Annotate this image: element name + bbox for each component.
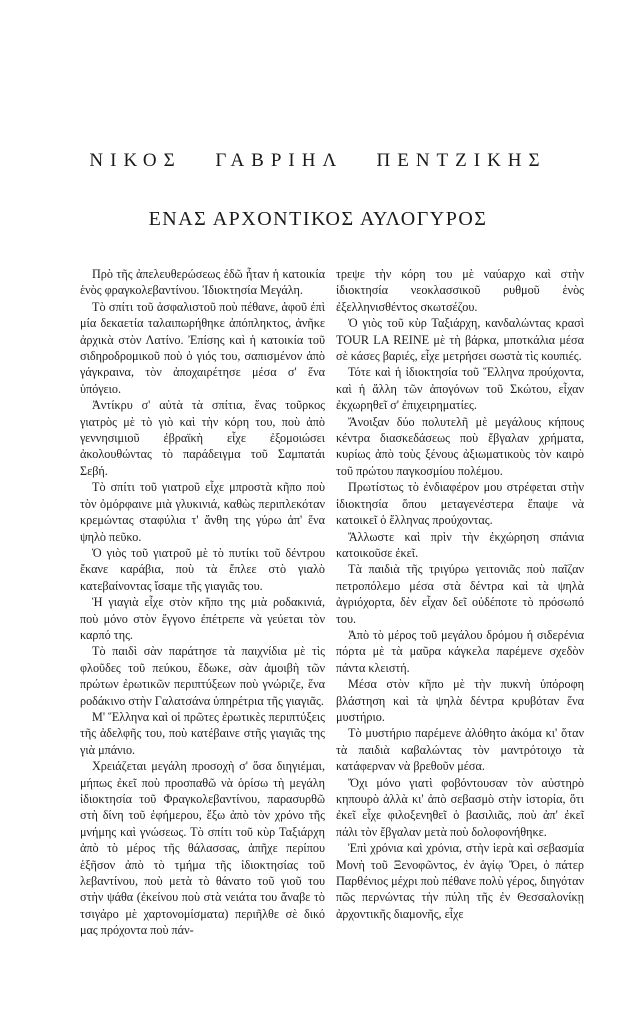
paragraph: Τὰ παιδιὰ τῆς τριγύρω γειτονιᾶς ποὺ παῖζαν πετροπόλεμο μέσα στὰ δέντρα καὶ τὰ ψηλὰ ἀγριόχορτα, δὲν εἶχαν δεῖ οὐδέποτε τὸ πρόσωπό του. [336, 562, 584, 626]
paragraph: Μ' Ἕλληνα καὶ οἱ πρῶτες ἐρωτικὲς περιπτύξεις τῆς ἀδελφῆς του, ποὺ κατέβαινε στῆς γιαγιᾶς της γιὰ μπάνιο. [80, 709, 325, 757]
paragraph: Ἄνοιξαν δύο πολυτελῆ μὲ μεγάλους κήπους κέντρα διασκεδάσεως ποὺ ἔβγαλαν χρήματα, κυρίως ἀπὸ τοὺς ξένους ἀξιωματικοὺς τὸν καιρὸ τοῦ πρώτου παγκοσμίου πολέμου. [336, 414, 584, 478]
paragraph: Τὸ μυστήριο παρέμενε ἀλόθητο ἀκόμα κι' ὅταν τὰ παιδιὰ καβαλώντας τὸν μαντρότοιχο τὰ κατάφερναν νὰ βρεθοῦν μέσα. [336, 726, 584, 774]
paragraph: Ὁ γιὸς τοῦ κὺρ Ταξιάρχη, κανδαλώντας κρασὶ TOUR LA REINE μὲ τὴ βάρκα, μποτκάλια μέσα σὲ κάσες βαριές, εἶχε μετρήσει σωστὰ τὶς κουπιές. [336, 316, 584, 364]
article-title: ΕΝΑΣ ΑΡΧΟΝΤΙΚΟΣ ΑΥΛΟΓΥΡΟΣ [148, 208, 488, 230]
paragraph: τρεψε τὴν κόρη του μὲ ναύαρχο καὶ στὴν ἰδιοκτησία νεοκλασσικοῦ ρυθμοῦ ἑνὸς ἐξελληνισθέντος σκωτσέζου. [336, 267, 584, 314]
paragraph: Πρωτίστως τὸ ἐνδιαφέρον μου στρέφεται στὴν ἰδιοκτησία ὅπου μεταγενέστερα ἔπαψε νὰ κατοικεῖ ὁ ἕλληνας προύχοντας. [336, 480, 584, 528]
author-name: ΝΙΚΟΣ ΓΑΒΡΙΗΛ ΠΕΝΤΖΙΚΗΣ [89, 150, 547, 171]
paragraph: Τὸ σπίτι τοῦ ἀσφαλιστοῦ ποὺ πέθανε, ἀφοῦ ἐπὶ μία δεκαετία ταλαιπωρήθηκε ἀπόπληκτος, ἀνῆκε ἀρχικὰ στὸν Λατίνο. Ἐπίσης καὶ ἡ κατοικία τοῦ σιδηροδρομικοῦ ποὺ ὁ γιός του, σαπισμένον ἀπὸ γάγκραινα, τὸν ἀποχαιρέτησε μέσα σ' ἕνα ὑπόγειο. [80, 299, 325, 396]
paragraph: Τότε καὶ ἡ ἰδιοκτησία τοῦ Ἕλληνα προύχοντα, καὶ ἡ ἄλλη τῶν ἀπογόνων τοῦ Σκώτου, εἶχαν ἐκχωρηθεῖ σ' ἐπιχειρηματίες. [336, 365, 584, 413]
left-column [80, 266, 325, 939]
right-column [336, 266, 584, 922]
paragraph: Ἄλλωστε καὶ πρὶν τὴν ἐκχώρηση σπάνια κατοικοῦσε ἐκεῖ. [336, 529, 584, 560]
paragraph: Ἀντίκρυ σ' αὐτὰ τὰ σπίτια, ἕνας τοῦρκος γιατρὸς μὲ τὸ γιὸ καὶ τὴν κόρη του, ποὺ ἀπὸ γεννησιμιοῦ ἐβραϊκὴ εἶχε ἐξομοιώσει ἀκολουθώντας τὸ παράδειγμα τοῦ Σαμπατάι Σεβή. [80, 398, 325, 478]
paragraph: Ὄχι μόνο γιατὶ φοβόντουσαν τὸν αὐστηρὸ κηπουρὸ ἀλλὰ κι' ἀπὸ σεβασμὸ στὴν ἱστορία, ὅτι ἐκεῖ εἶχε φιλοξενηθεῖ ὁ βασιλιᾶς, ποὺ ἀπ' ἐκεῖ πάλι τὸν ἔβγαλαν μετὰ ποὺ δολοφονήθηκε. [336, 775, 584, 839]
paragraph: Ἐπὶ χρόνια καὶ χρόνια, στὴν ἱερὰ καὶ σεβασμία Μονὴ τοῦ Ξενοφῶντος, ἐν ἁγίῳ Ὄρει, ὁ πάτερ Παρθένιος μέχρι ποὺ πέθανε πολὺ γέρος, διηγόταν πῶς περνώντας τὴν πύλη τῆς ἐν Θεσσαλονίκῃ ἀρχοντικῆς διαμονῆς, εἶχε [336, 841, 584, 921]
paragraph: Τὸ σπίτι τοῦ γιατροῦ εἶχε μπροστὰ κῆπο ποὺ τὸν ὀμόρφαινε μιὰ γλυκινιά, καθὼς περιπλεκόταν κρεμώντας σταφύλια τ' ἄνθη της γύρω ἀπ' ἕνα ψηλὸ πεῦκο. [80, 480, 325, 544]
paragraph: Μέσα στὸν κῆπο μὲ τὴν πυκνὴ ὑπόροφη βλάστηση καὶ τὰ ψηλὰ δέντρα κρυβόταν ἕνα μυστήριο. [336, 677, 584, 724]
paragraph: Τὸ παιδὶ σὰν παράτησε τὰ παιχνίδια μὲ τὶς φλοῦδες τοῦ πεύκου, ἔδωκε, σὰν ἀμοιβὴ τῶν πρώτων ἐρωτικῶν περιπτύξεων ποὺ γνώριζε, ἕνα ροδάκινο στὴν Γαλατσάνα ὑπηρέτρια τῆς γιαγιᾶς. [80, 644, 325, 708]
paragraph: Πρὸ τῆς ἀπελευθερώσεως ἐδῶ ἦταν ἡ κατοικία ἑνὸς φραγκολεβαντίνου. Ἰδιοκτησία Μεγάλη. [80, 267, 325, 298]
paragraph: Χρειάζεται μεγάλη προσοχὴ σ' ὅσα διηγιέμαι, μήπως ἐκεῖ ποὺ προσπαθῶ νὰ ὁρίσω τὴ μεγάλη ἰδιοκτησία τοῦ Φραγκολεβαντίνου, παρασυρθῶ στὴ δίνη τοῦ ἐφήμερου, ἔξω ἀπὸ τὸν χρόνο τῆς μνήμης καὶ γνώσεως. Τὸ σπίτι τοῦ κὺρ Ταξιάρχη ἀπὸ τὸ μέρος τῆς θάλασσας, ἀπῆχε περίπου ἑξῆσον ἀπὸ τὸ τμήμα τῆς ἰδιοκτησίας τοῦ λεβαντίνου, ποὺ μετὰ τὸ θάνατο τοῦ γιοῦ του στὴν ψάθα (ἐκείνου ποὺ στὰ νειάτα του ἄναβε τὸ τσιγάρο μὲ χαρτονομίσματα) περιῆλθε σὲ δικό μας πρόχοντα ποὺ πάν- [80, 759, 325, 938]
paragraph: Ἀπὸ τὸ μέρος τοῦ μεγάλου δρόμου ἡ σιδερένια πόρτα μὲ τὰ μαῦρα κάγκελα παρέμενε σχεδὸν πάντα κλειστή. [336, 627, 584, 675]
paragraph: Ἡ γιαγιὰ εἶχε στὸν κῆπο της μιὰ ροδακινιά, ποὺ μόνο στὸν ἔγγονο ἐπέτρεπε νὰ γεύεται τὸν καρπό της. [80, 595, 325, 642]
paragraph: Ὁ γιὸς τοῦ γιατροῦ μὲ τὸ πυτίκι τοῦ δέντρου ἔκανε καράβια, ποὺ τὰ ἔπλεε στὸ γιαλὸ κατεβαίνοντας ἴσαμε τῆς γιαγιᾶς του. [80, 545, 325, 593]
